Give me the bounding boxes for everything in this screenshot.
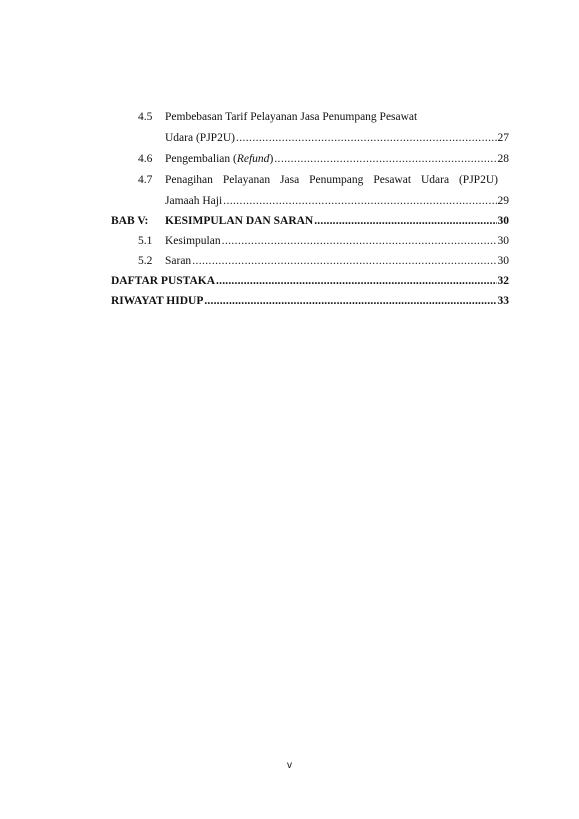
dot-leader [274,152,496,166]
toc-chapter-label: BAB V: [111,215,149,227]
toc-page-number: 30 [497,235,509,247]
toc-page-number: 33 [497,295,509,307]
toc-entry-title: Kesimpulan [165,235,221,247]
toc-title-word: (PJP2U) [458,174,498,186]
dot-leader [216,274,496,288]
toc-title-word: Penumpang [309,174,364,186]
toc-entry-title [165,152,273,166]
dot-leader [314,214,496,228]
toc-page-number: 32 [497,275,509,287]
toc-entry-number: 5.2 [138,255,153,267]
toc-title-word: Penagihan [165,174,213,186]
toc-entry-number: 4.7 [138,174,153,186]
toc-page-number: 29 [497,195,509,207]
toc-page-number: 27 [497,132,509,144]
toc-title-word: Udara [420,174,450,186]
toc-entry-4-5-line1 [138,110,500,124]
toc-title-word: Jasa [280,174,300,186]
toc-page-number: 30 [497,255,509,267]
toc-riwayat-hidup [111,294,509,308]
toc-entry-number: 4.5 [138,111,153,123]
toc-entry-4-7-line1 [138,173,500,187]
dot-leader [222,234,497,248]
toc-title-prefix: Pengembalian ( [165,153,237,165]
toc-entry-5-2 [138,254,509,268]
toc-chapter-bab-v [111,214,509,228]
toc-entry-number: 5.1 [138,235,153,247]
toc-daftar-pustaka [111,274,509,288]
dot-leader [223,194,496,208]
toc-entry-title-continued: Jamaah Haji [165,195,223,207]
dot-leader [204,294,496,308]
toc-title-suffix: ) [269,153,274,165]
toc-entry-title: Saran [165,255,192,267]
toc-section-title: RIWAYAT HIDUP [111,295,204,307]
toc-section-title: DAFTAR PUSTAKA [111,275,216,287]
toc-title-italic: Refund [236,153,270,165]
toc-entry-title-continued: Udara (PJP2U) [165,132,235,144]
toc-entry-5-1 [138,234,509,248]
toc-entry-4-7-line2 [165,194,509,208]
toc-title-word: Pesawat [373,174,412,186]
page-number-footer: v [287,760,292,771]
dot-leader [236,131,497,145]
dot-leader [192,254,496,268]
toc-entry-number: 4.6 [138,153,153,165]
toc-entry-title [165,173,498,187]
toc-entry-4-5-line2 [165,131,509,145]
toc-page-number: 28 [497,153,509,165]
toc-page-number: 30 [497,215,509,227]
toc-title-word: Pelayanan [222,174,271,186]
toc-entry-4-6 [138,152,509,166]
toc-entry-title: Pembebasan Tarif Pelayanan Jasa Penumpang Pesawat [165,111,418,123]
toc-chapter-title: KESIMPULAN DAN SARAN [165,215,314,227]
